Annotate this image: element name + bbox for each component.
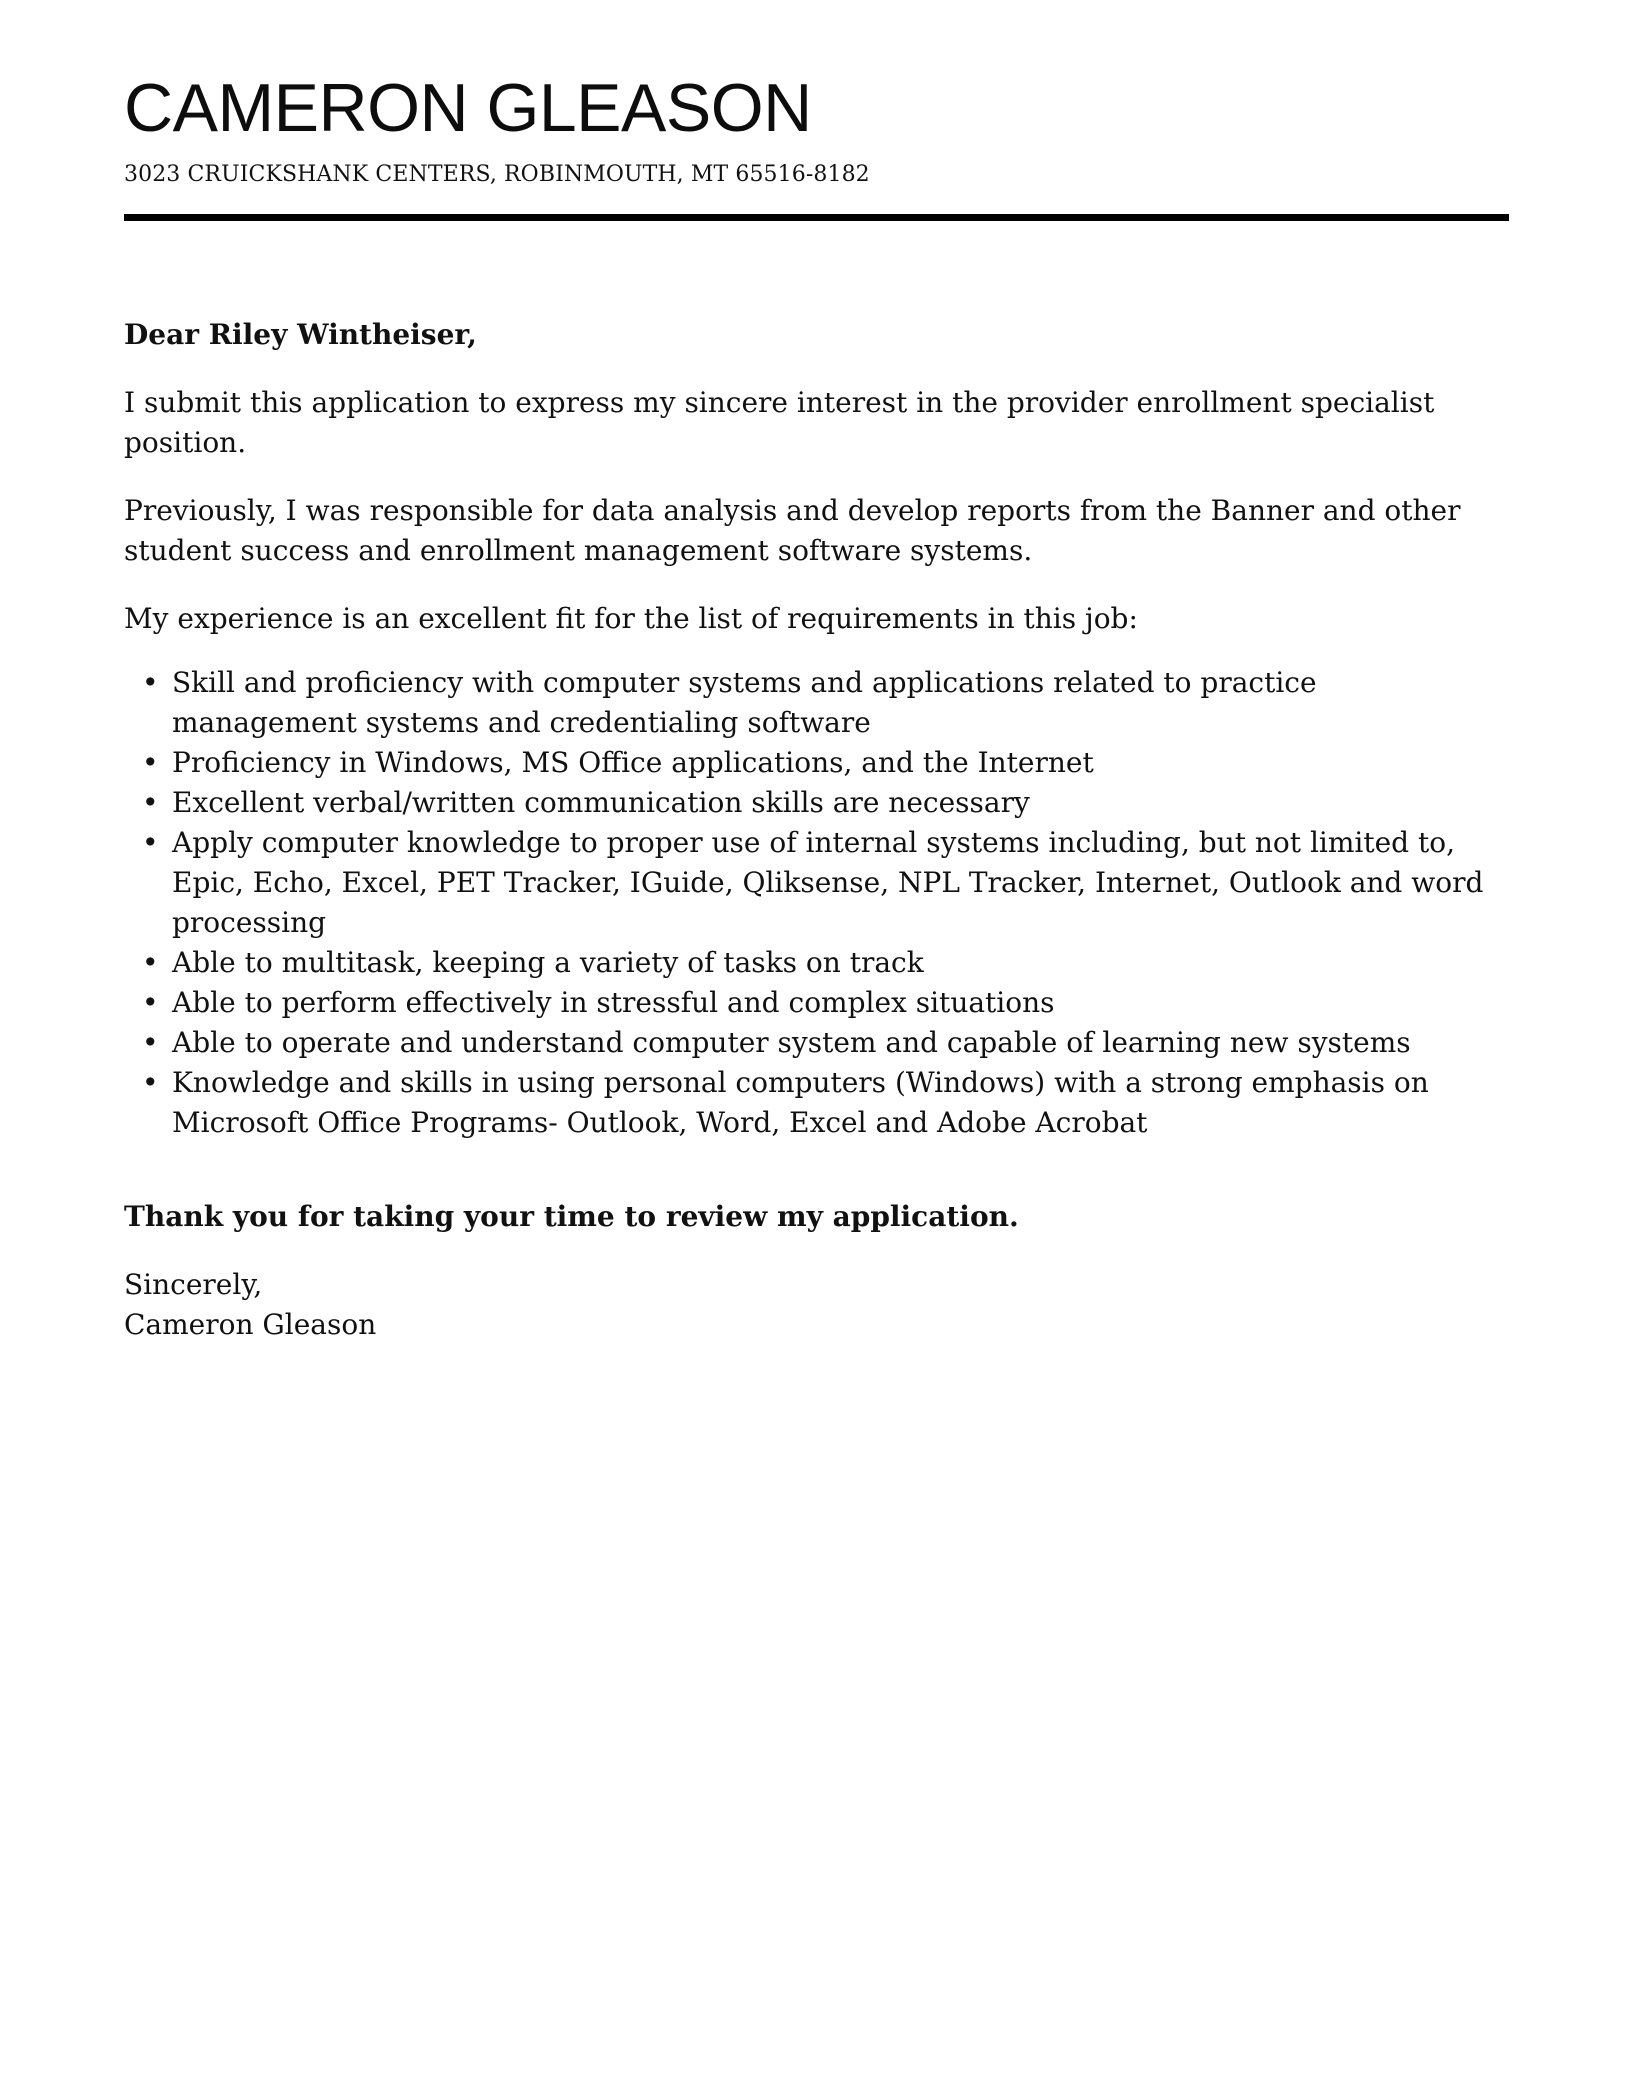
list-item-text: Able to multitask, keeping a variety of tasks on track: [172, 946, 924, 980]
bullet-icon: •: [142, 826, 159, 860]
list-item: [124, 783, 1509, 823]
list-item: [124, 1063, 1509, 1143]
intro-paragraph: I submit this application to express my sincere interest in the provider enrollment specialist position.: [124, 386, 1435, 460]
closing-line: Thank you for taking your time to review my application.: [124, 1200, 1019, 1234]
list-item-text: Knowledge and skills in using personal computers (Windows) with a strong emphasis on Microsoft Office Programs- Outlook, Word, Excel and Adobe Acrobat: [172, 1066, 1429, 1140]
requirements-intro: My experience is an excellent fit for the list of requirements in this job:: [124, 602, 1138, 636]
list-item-text: Able to perform effectively in stressful and complex situations: [172, 986, 1055, 1020]
salutation: Dear Riley Wintheiser,: [124, 318, 477, 352]
bullet-icon: •: [142, 666, 159, 700]
bullet-icon: •: [142, 1026, 159, 1060]
bullet-icon: •: [142, 946, 159, 980]
header-divider: [124, 214, 1509, 221]
list-item-text: Skill and proficiency with computer systems and applications related to practice management systems and credentialing software: [172, 666, 1317, 740]
signature-name: Cameron Gleason: [124, 1308, 377, 1342]
applicant-address: 3023 CRUICKSHANK CENTERS, ROBINMOUTH, MT 65516-8182: [124, 162, 870, 187]
list-item: [124, 823, 1509, 943]
valediction: Sincerely,: [124, 1268, 263, 1302]
list-item: [124, 983, 1509, 1023]
bullet-icon: •: [142, 986, 159, 1020]
bullet-icon: •: [142, 786, 159, 820]
list-item-text: Excellent verbal/written communication skills are necessary: [172, 786, 1030, 820]
list-item: [124, 663, 1509, 743]
requirements-list: [124, 663, 1509, 1143]
letter-body: [124, 315, 1509, 1345]
list-item-text: Proficiency in Windows, MS Office applications, and the Internet: [172, 746, 1094, 780]
list-item-text: Able to operate and understand computer system and capable of learning new systems: [172, 1026, 1411, 1060]
list-item: [124, 943, 1509, 983]
list-item: [124, 743, 1509, 783]
bullet-icon: •: [142, 746, 159, 780]
cover-letter-page: [124, 62, 1509, 1345]
applicant-name: CAMERON GLEASON: [124, 70, 812, 146]
bullet-icon: •: [142, 1066, 159, 1100]
signoff-block: [124, 1265, 1509, 1345]
list-item: [124, 1023, 1509, 1063]
experience-paragraph: Previously, I was responsible for data analysis and develop reports from the Banner and other student success and enrollment management software systems.: [124, 494, 1461, 568]
list-item-text: Apply computer knowledge to proper use of internal systems including, but not limited to, Epic, Echo, Excel, PET Tracker, IGuide, Qliksense, NPL Tracker, Internet, Outlook and word processing: [172, 826, 1484, 940]
